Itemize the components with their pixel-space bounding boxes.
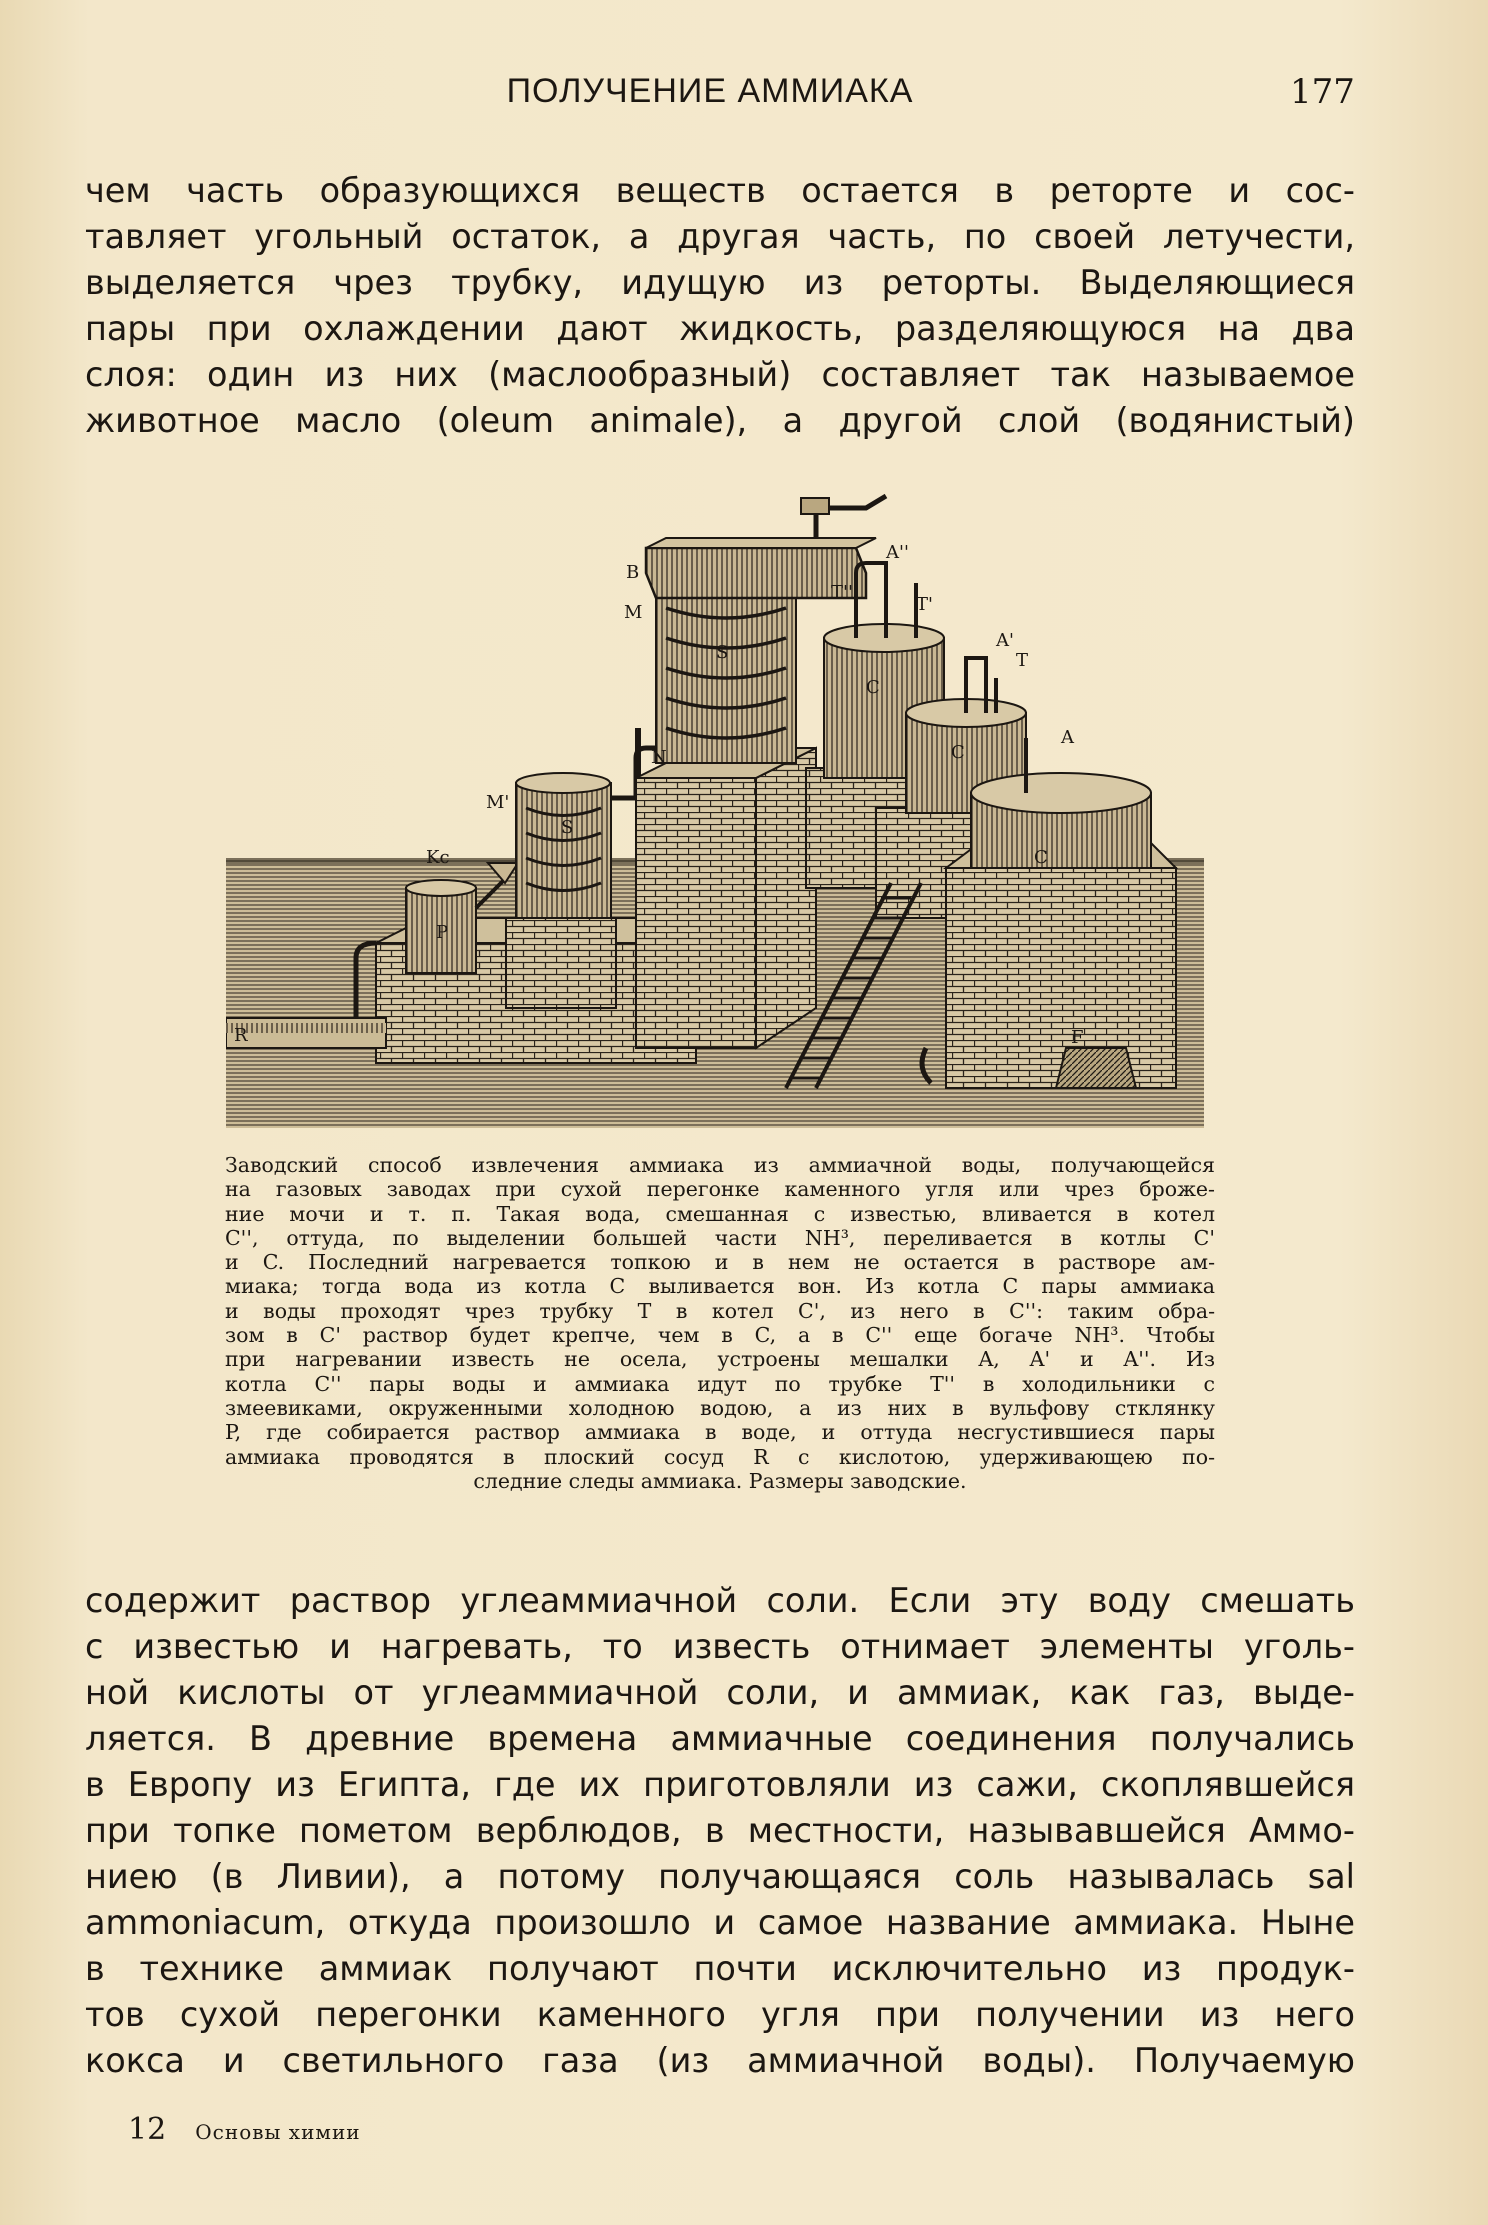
label-f: F bbox=[1071, 1027, 1084, 1048]
label-s: S bbox=[716, 642, 729, 663]
label-c: C bbox=[1034, 847, 1048, 868]
engraving bbox=[226, 488, 1204, 1128]
label-p: P bbox=[436, 922, 449, 943]
caption-line: аммиака проводятся в плоский сосуд R с кислотою, удерживающею по- bbox=[225, 1444, 1215, 1469]
text-line: тавляет угольный остаток, а другая часть, по своей летучести, bbox=[85, 217, 1355, 256]
label-a-double-prime: A'' bbox=[886, 542, 909, 563]
label-c-double-prime: C bbox=[866, 677, 880, 698]
text-line: пары при охлаждении дают жидкость, разделяющуюся на два bbox=[85, 309, 1355, 348]
page-number: 177 bbox=[1290, 72, 1355, 112]
text-line: в Европу из Египта, где их приготовляли из сажи, скоплявшейся bbox=[85, 1765, 1355, 1804]
text-line: тов сухой перегонки каменного угля при получении из него bbox=[85, 1995, 1355, 2034]
text-line: чем часть образующихся веществ остается в реторте и сос- bbox=[85, 171, 1355, 210]
label-s-prime: S bbox=[561, 817, 574, 838]
text-line: ляется. В древние времена аммиачные соединения получались bbox=[85, 1719, 1355, 1758]
text-line: с известью и нагревать, то известь отнимает элементы уголь- bbox=[85, 1627, 1355, 1666]
text-line: кокса и светильного газа (из аммиачной воды). Получаемую bbox=[85, 2041, 1355, 2080]
caption-line: и воды проходят чрез трубку T в котел C', из него в C'': таким обра- bbox=[225, 1298, 1215, 1323]
caption-line: при нагревании известь не осела, устроены мешалки A, A' и A''. Из bbox=[225, 1347, 1215, 1372]
caption-line: Заводский способ извлечения аммиака из аммиачной воды, получающейся bbox=[225, 1153, 1215, 1177]
text-line: выделяется чрез трубку, идущую из реторты. Выделяющиеся bbox=[85, 263, 1355, 302]
page-footer bbox=[128, 2112, 361, 2152]
text-line: в технике аммиак получают почти исключительно из продук- bbox=[85, 1949, 1355, 1988]
caption-line: котла C'' пары воды и аммиака идут по трубке T'' в холодильники с bbox=[225, 1371, 1215, 1396]
label-a-prime: A' bbox=[996, 630, 1014, 651]
caption-line: P, где собирается раствор аммиака в воде, и оттуда несгустившиеся пары bbox=[225, 1420, 1215, 1445]
label-b: B bbox=[626, 562, 640, 583]
caption-line: C'', оттуда, по выделении большей части NH³, переливается в котлы C' bbox=[225, 1225, 1215, 1250]
caption-line: змеевиками, окруженными холодною водою, а из них в вульфову стклянку bbox=[225, 1395, 1215, 1420]
text-line: при топке пометом верблюдов, в местности, называвшейся Аммо- bbox=[85, 1811, 1355, 1850]
label-t-prime: T' bbox=[916, 594, 933, 615]
text-line: ной кислоты от углеаммиачной соли, и аммиак, как газ, выде- bbox=[85, 1673, 1355, 1712]
text-line: ammoniacum, откуда произошло и самое название аммиака. Ныне bbox=[85, 1903, 1355, 1942]
caption-line: зом в C' раствор будет крепче, чем в C, а в C'' еще богаче NH³. Чтобы bbox=[225, 1323, 1215, 1348]
label-n: N bbox=[651, 747, 667, 768]
label-t-double-prime: T'' bbox=[831, 582, 853, 603]
text-line: слоя: один из них (маслообразный) составляет так называемое bbox=[85, 355, 1355, 394]
label-t: T bbox=[1016, 650, 1029, 671]
label-c-prime: C bbox=[951, 742, 965, 763]
caption-line: ние мочи и т. п. Такая вода, смешанная с известью, вливается в котел bbox=[225, 1201, 1215, 1226]
label-kc: Kc bbox=[426, 847, 450, 868]
text-line: содержит раствор углеаммиачной соли. Если эту воду смешать bbox=[85, 1581, 1355, 1620]
caption-line: следние следы аммиака. Размеры заводские. bbox=[473, 1468, 967, 1493]
text-line: животное масло (oleum animale), а другой слой (водянистый) bbox=[85, 401, 1355, 440]
caption-line: и C. Последний нагревается топкою и в нем не остается в растворе ам- bbox=[225, 1250, 1215, 1275]
caption-line: миака; тогда вода из котла C выливается вон. Из котла C пары аммиака bbox=[225, 1274, 1215, 1299]
signature-number: 12 bbox=[128, 2112, 167, 2147]
paragraph-bottom bbox=[85, 1578, 1355, 2084]
label-a: A bbox=[1061, 727, 1074, 748]
label-m-prime: M' bbox=[486, 792, 510, 813]
page-title: ПОЛУЧЕНИЕ АММИАКА bbox=[506, 72, 914, 110]
ammonia-plant-illustration bbox=[226, 488, 1204, 1128]
label-m: M bbox=[624, 602, 643, 623]
running-header bbox=[0, 72, 1488, 122]
figure-caption bbox=[225, 1153, 1215, 1493]
text-line: ниею (в Ливии), а потому получающаяся соль называлась sal bbox=[85, 1857, 1355, 1896]
book-title: Основы химии bbox=[195, 2120, 361, 2144]
label-r: R bbox=[234, 1025, 248, 1046]
paragraph-top bbox=[85, 168, 1355, 444]
caption-line: на газовых заводах при сухой перегонке каменного угля или чрез броже- bbox=[225, 1177, 1215, 1202]
